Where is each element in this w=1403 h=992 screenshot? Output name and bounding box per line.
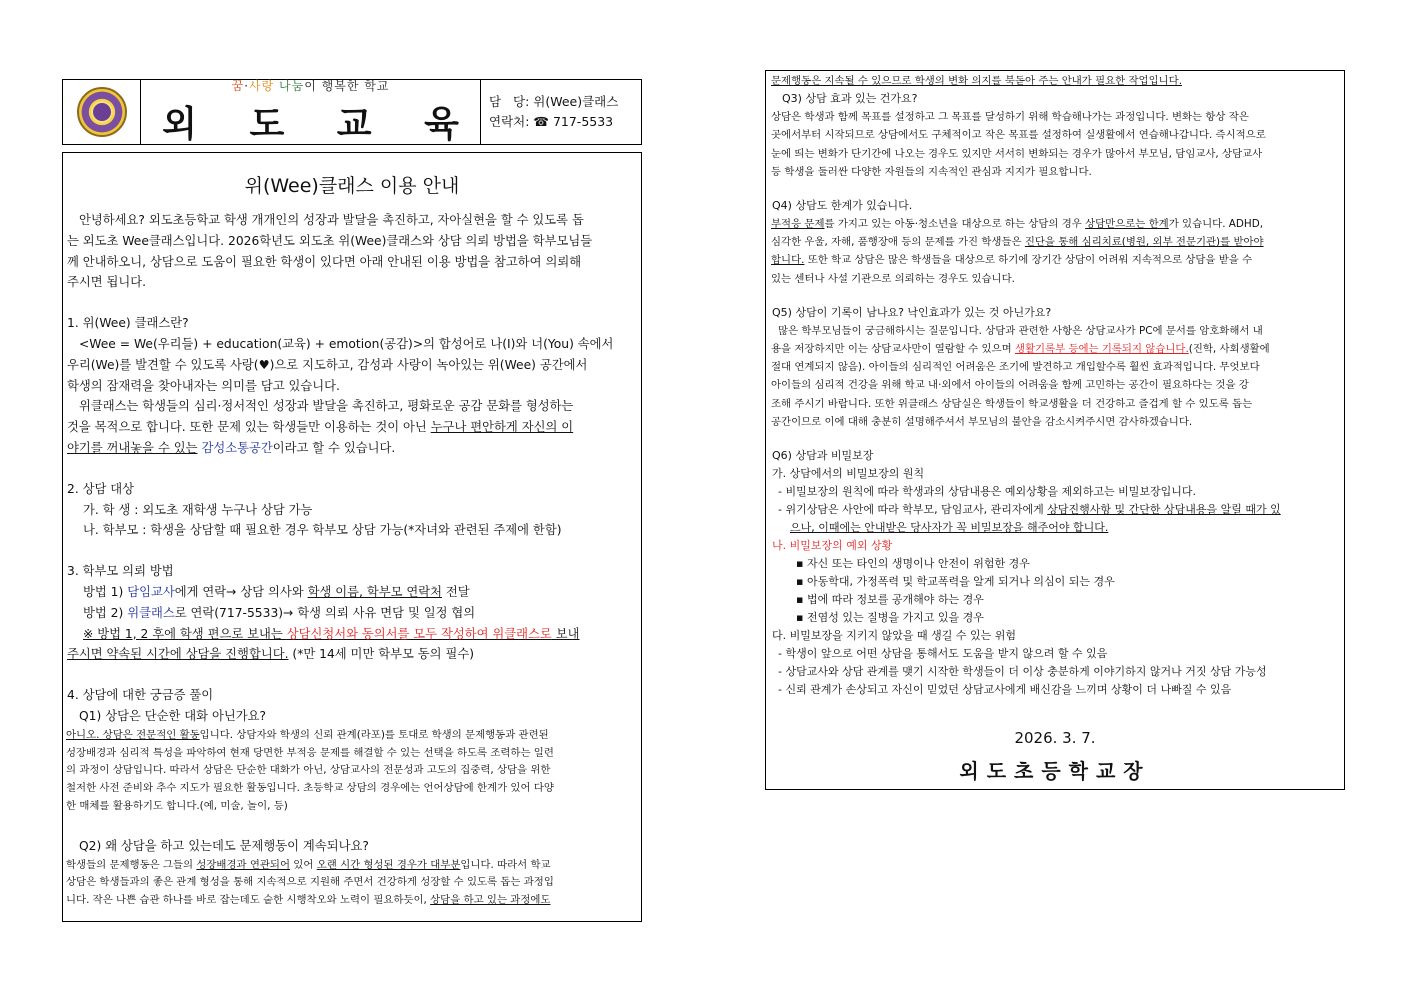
section-heading: 4. 상담에 대한 궁금증 풀이: [67, 688, 214, 703]
list-item: 으나, 이때에는 안내받은 당사자가 꼭 비밀보장을 해주어야 합니다.: [790, 521, 1109, 535]
list-item: ▪ 법에 따라 정보를 공개해야 하는 경우: [796, 593, 984, 607]
intro-line: 안녕하세요? 외도초등학교 학생 개개인의 성장과 발달을 촉진하고, 자아실현을 할 수 있도록 돕: [79, 213, 584, 227]
answer-line: 의 과정이 상담입니다. 따라서 상담은 단순한 대화가 아닌, 상담교사의 전문성과 고도의 집중력, 상담을 위한: [66, 764, 551, 777]
issue-date: 2026. 3. 7.: [1014, 729, 1096, 748]
school-seal-icon: [77, 87, 127, 137]
answer-line: 한 매체를 활용하기도 합니다.(예, 미술, 놀이, 등): [66, 799, 288, 812]
answer-line: 아니오. 상담은 전문적인 활동입니다. 상담자와 학생의 신뢰 관계(라포)를 토대로 학생의 문제행동과 관련된: [66, 728, 549, 741]
answer-line: 상담은 학생들과의 좋은 관계 형성을 통해 지속적으로 지원해 주면서 건강하게 성장할 수 있도록 돕는 과정입: [66, 876, 554, 889]
list-item: ▪ 아동학대, 가정폭력 및 학교폭력을 알게 되거나 의심이 되는 경우: [796, 575, 1115, 589]
list-item: 방법 2) 위클래스로 연락(717-5533)→ 학생 의뢰 사유 면담 및 일정 협의: [83, 605, 476, 620]
intro-line: 께 안내하오니, 상담으로 도움이 필요한 학생이 있다면 아래 안내된 이용 방법을 참고하여 의뢰해: [67, 254, 582, 269]
answer-line: 있는 센터나 사설 기관으로 의뢰하는 경우도 있습니다.: [771, 272, 1015, 285]
newsletter-header: [62, 79, 642, 145]
list-item: - 상담교사와 상담 관계를 맺기 시작한 학생들이 더 이상 충분하게 이야기하지 않거나 거짓 상담 가능성: [778, 665, 1267, 679]
answer-line: 용을 저장하지만 이는 상담교사만이 열람할 수 있으며 생활기록부 등에는 기록되지 않습니다.(진학, 사회생활에: [771, 343, 1270, 356]
list-item: - 학생이 앞으로 어떤 상담을 통해서도 도움을 받지 않으려 할 수 있음: [778, 647, 1108, 661]
paragraph-line: 우리(We)를 발견할 수 있도록 사랑(♥)으로 지도하고, 감성과 사랑이 녹아있는 위(Wee) 공간에서: [67, 357, 588, 372]
list-item: ▪ 전염성 있는 질병을 가지고 있을 경우: [796, 611, 984, 625]
document-title: 위(Wee)클래스 이용 안내: [244, 175, 460, 197]
paragraph-line: 위클래스는 학생들의 심리·정서적인 성장과 발달을 촉진하고, 평화로운 공감 문화를 형성하는: [79, 399, 574, 414]
section-heading: 2. 상담 대상: [67, 481, 135, 496]
principal-signature: 외도초등학교장: [959, 759, 1151, 784]
continued-line: 문제행동은 지속될 수 있으므로 학생의 변화 의지를 북돋아 주는 안내가 필요한 작업입니다.: [771, 75, 1183, 87]
intro-line: 주시면 됩니다.: [67, 275, 147, 290]
section-heading: 3. 학부모 의뢰 방법: [67, 564, 174, 579]
paragraph-line: 것을 목적으로 합니다. 또한 문제 있는 학생들만 이용하는 것이 아닌 누구나 편안하게 자신의 이: [67, 420, 574, 435]
answer-line: 니다. 작은 나쁜 습관 하나를 바로 잡는데도 숱한 시행착오와 노력이 필요하듯이, 상담을 하고 있는 과정에도: [66, 894, 551, 907]
paragraph-line: 학생의 잠재력을 찾아내자는 의미를 담고 있습니다.: [67, 378, 340, 393]
question-heading: Q4) 상담도 한계가 있습니다.: [772, 199, 913, 213]
subheading: 다. 비밀보장을 지키지 않았을 때 생길 수 있는 위험: [772, 629, 1016, 643]
paragraph-line: <Wee = We(우리들) + education(교육) + emotion(공감)>의 합성어로 나(I)와 너(You) 속에서: [79, 336, 614, 351]
list-item: - 신뢰 관계가 손상되고 자신이 믿었던 상담교사에게 배신감을 느끼며 상황이 더 나빠질 수 있음: [778, 683, 1232, 697]
list-item: 방법 1) 담임교사에게 연락→ 상담 의사와 학생 이름, 학부모 연락처 전달: [83, 584, 470, 599]
contact-person: 담 당: 위(Wee)클래스: [489, 94, 619, 109]
right-column: [765, 70, 1345, 790]
list-item: 나. 학부모 : 학생을 상담할 때 필요한 경우 학부모 상담 가능(*자녀와 관련된 주제에 한함): [83, 523, 562, 538]
list-item: - 비밀보장의 원칙에 따라 학생과의 상담내용은 예외상황을 제외하고는 비밀보장입니다.: [778, 485, 1196, 499]
subheading: 나. 비밀보장의 예외 상황: [772, 539, 893, 553]
question-heading: Q1) 상담은 단순한 대화 아닌가요?: [79, 708, 267, 723]
answer-line: 절대 연계되지 않음). 아이들의 심리적인 어려움은 조기에 발견하고 개입할수록 훨씬 효과적입니다. 무엇보다: [771, 361, 1260, 374]
answer-line: 성장배경과 심리적 특성을 파악하여 현재 당면한 부적응 문제를 해결할 수 있는 선택을 하도록 조력하는 일련: [66, 746, 554, 759]
question-heading: Q6) 상담과 비밀보장: [772, 449, 874, 463]
answer-line: 합니다. 또한 학교 상담은 많은 학생들을 대상으로 하기에 장기간 상담이 어려워 지속적으로 상담을 받을 수: [771, 254, 1253, 267]
intro-line: 는 외도초 Wee클래스입니다. 2026학년도 외도초 위(Wee)클래스와 상담 의뢰 방법을 학부모님들: [67, 233, 593, 248]
contact-cell: [481, 80, 641, 144]
answer-line: 학생들의 문제행동은 그들의 성장배경과 연관되어 있어 오랜 시간 형성된 경우가 대부분입니다. 따라서 학교: [66, 858, 551, 871]
answer-line: 눈에 띄는 변화가 단기간에 나오는 경우도 있지만 서서히 변화되는 경우가 많아서 부모님, 담임교사, 상담교사: [771, 147, 1263, 160]
answer-line: 심각한 우울, 자해, 품행장애 등의 문제를 가진 학생들은 진단을 통해 심리치료(병원, 외부 전문기관)를 받아야: [771, 236, 1264, 249]
answer-line: 곳에서부터 시작되므로 상담에서도 구체적이고 작은 목표를 설정하여 실생활에서 연습해나갑니다. 즉시적으로: [771, 129, 1266, 142]
question-heading: Q3) 상담 효과 있는 건가요?: [782, 92, 918, 106]
contact-phone: 연락처: ☎ 717-5533: [489, 114, 614, 129]
answer-line: 조해 주시기 바랍니다. 또한 위클래스 상담실은 학생들이 학교생활을 더 건강하고 즐겁게 할 수 있도록 돕는: [771, 397, 1253, 410]
list-item: ▪ 자신 또는 타인의 생명이나 안전이 위험한 경우: [796, 557, 1030, 571]
answer-line: 부적응 문제를 가지고 있는 아동·청소년을 대상으로 하는 상담의 경우 상담만으로는 한계가 있습니다. ADHD,: [771, 218, 1264, 231]
list-item: 가. 학 생 : 외도초 재학생 누구나 상담 가능: [83, 502, 313, 517]
list-item: - 위기상담은 사안에 따라 학부모, 담임교사, 관리자에게 상담진행사항 및 간단한 상담내용을 알릴 때가 있: [778, 503, 1281, 517]
paragraph-line: 야기를 꺼내놓을 수 있는 감성소통공간이라고 할 수 있습니다.: [67, 440, 396, 455]
note-line: 주시면 약속된 시간에 상담을 진행합니다. (*만 14세 미만 학부모 동의 필수): [67, 647, 474, 662]
answer-line: 아이들의 심리적 건강을 위해 학교 내·외에서 아이들의 어려움을 함께 고민하는 공간이 필요하다는 것을 강: [771, 379, 1249, 392]
question-heading: Q5) 상담이 기록이 남나요? 낙인효과가 있는 것 아닌가요?: [772, 305, 1052, 319]
left-column: [62, 152, 642, 922]
answer-line: 많은 학부모님들이 궁금해하시는 질문입니다. 상담과 관련한 사항은 상담교사가 PC에 문서를 암호화해서 내: [778, 324, 1263, 337]
slogan: 꿈·사랑 나눔이 행복한 학교: [231, 79, 390, 93]
answer-line: 공간이므로 이에 대해 충분히 설명해주셔서 부모님의 불안을 감소시켜주시면 감사하겠습니다.: [771, 415, 1193, 428]
newsletter-title: 외 도 교 육: [162, 104, 479, 145]
question-heading: Q2) 왜 상담을 하고 있는데도 문제행동이 계속되나요?: [79, 838, 369, 853]
answer-line: 철저한 사전 준비와 추수 지도가 필요한 활동입니다. 초등학교 상담의 경우에는 언어상담에 한계가 있어 다양: [66, 782, 554, 795]
section-heading: 1. 위(Wee) 클래스란?: [67, 316, 189, 331]
subheading: 가. 상담에서의 비밀보장의 원칙: [772, 467, 925, 481]
note-line: ※ 방법 1, 2 후에 학생 편으로 보내는 상담신청서와 동의서를 모두 작성하여 위클래스로 보내: [83, 626, 580, 641]
title-cell: [141, 80, 481, 144]
answer-line: 등 학생을 둘러싼 다양한 자원들의 지속적인 관심과 지지가 필요합니다.: [771, 165, 1092, 178]
answer-line: 상담은 학생과 함께 목표를 설정하고 그 목표를 달성하기 위해 학습해나가는 과정입니다. 변화는 항상 작은: [771, 111, 1249, 124]
logo-cell: [63, 80, 141, 144]
